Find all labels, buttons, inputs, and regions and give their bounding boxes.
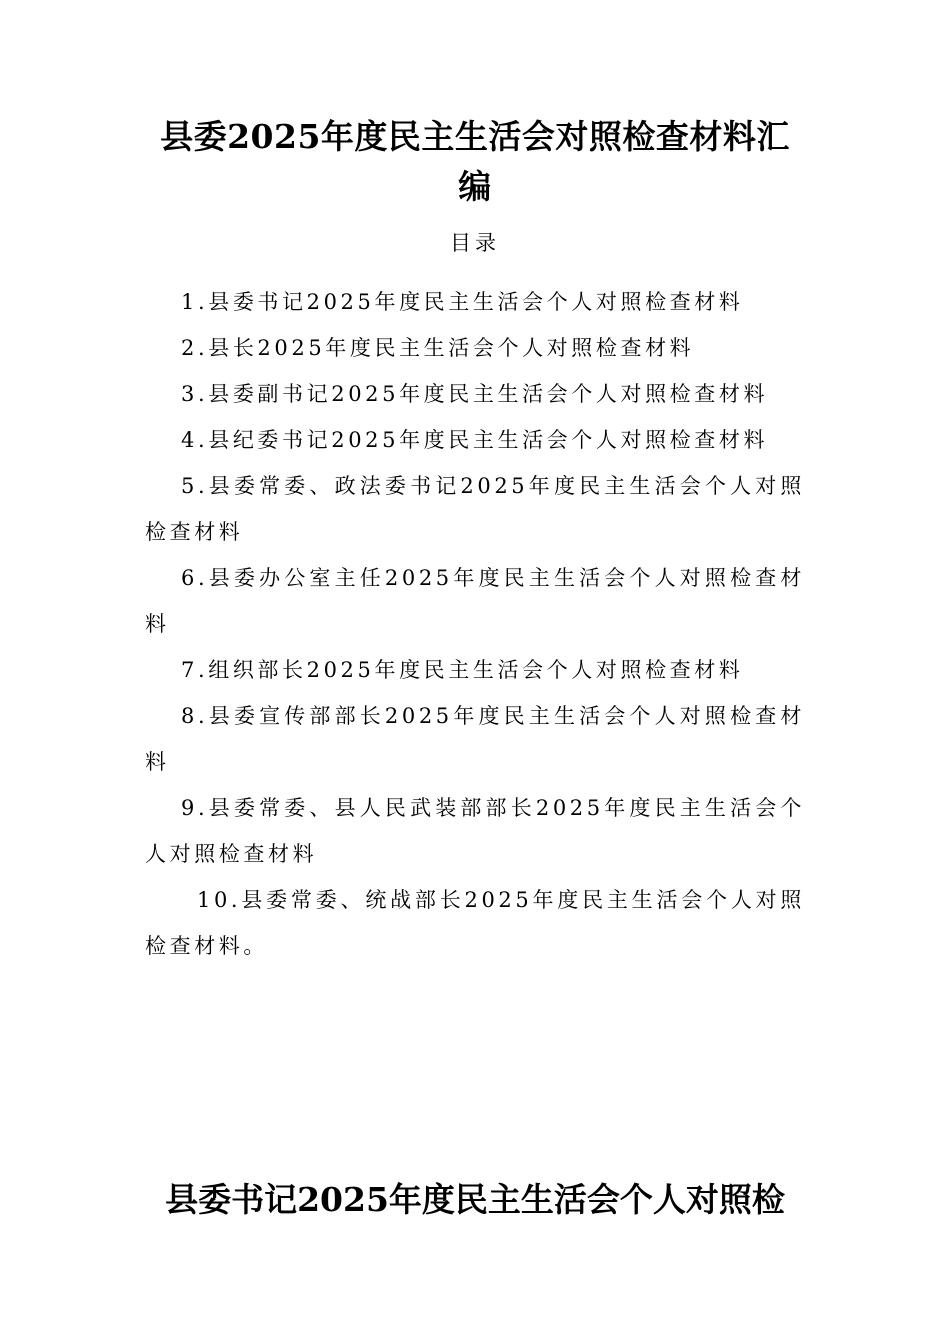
toc-item: 6.县委办公室主任2025年度民主生活会个人对照检查材料 bbox=[145, 566, 805, 636]
toc-item: 9.县委常委、县人民武装部部长2025年度民主生活会个人对照检查材料 bbox=[145, 796, 805, 866]
section-title: 县委书记2025年度民主生活会个人对照检 bbox=[165, 1180, 785, 1219]
toc-item: 4.县纪委书记2025年度民主生活会个人对照检查材料 bbox=[181, 428, 769, 452]
toc-item: 1.县委书记2025年度民主生活会个人对照检查材料 bbox=[181, 290, 744, 314]
toc-heading: 目录 bbox=[450, 231, 500, 255]
toc-list bbox=[145, 279, 805, 969]
document-title: 县委2025年度民主生活会对照检查材料汇编 bbox=[160, 117, 790, 206]
toc-item: 3.县委副书记2025年度民主生活会个人对照检查材料 bbox=[181, 382, 769, 406]
toc-item: 10.县委常委、统战部长2025年度民主生活会个人对照检查材料。 bbox=[145, 888, 805, 958]
toc-item: 7.组织部长2025年度民主生活会个人对照检查材料 bbox=[181, 658, 744, 682]
toc-item: 5.县委常委、政法委书记2025年度民主生活会个人对照检查材料 bbox=[145, 474, 805, 544]
toc-item: 8.县委宣传部部长2025年度民主生活会个人对照检查材料 bbox=[145, 704, 805, 774]
toc-item: 2.县长2025年度民主生活会个人对照检查材料 bbox=[181, 336, 695, 360]
